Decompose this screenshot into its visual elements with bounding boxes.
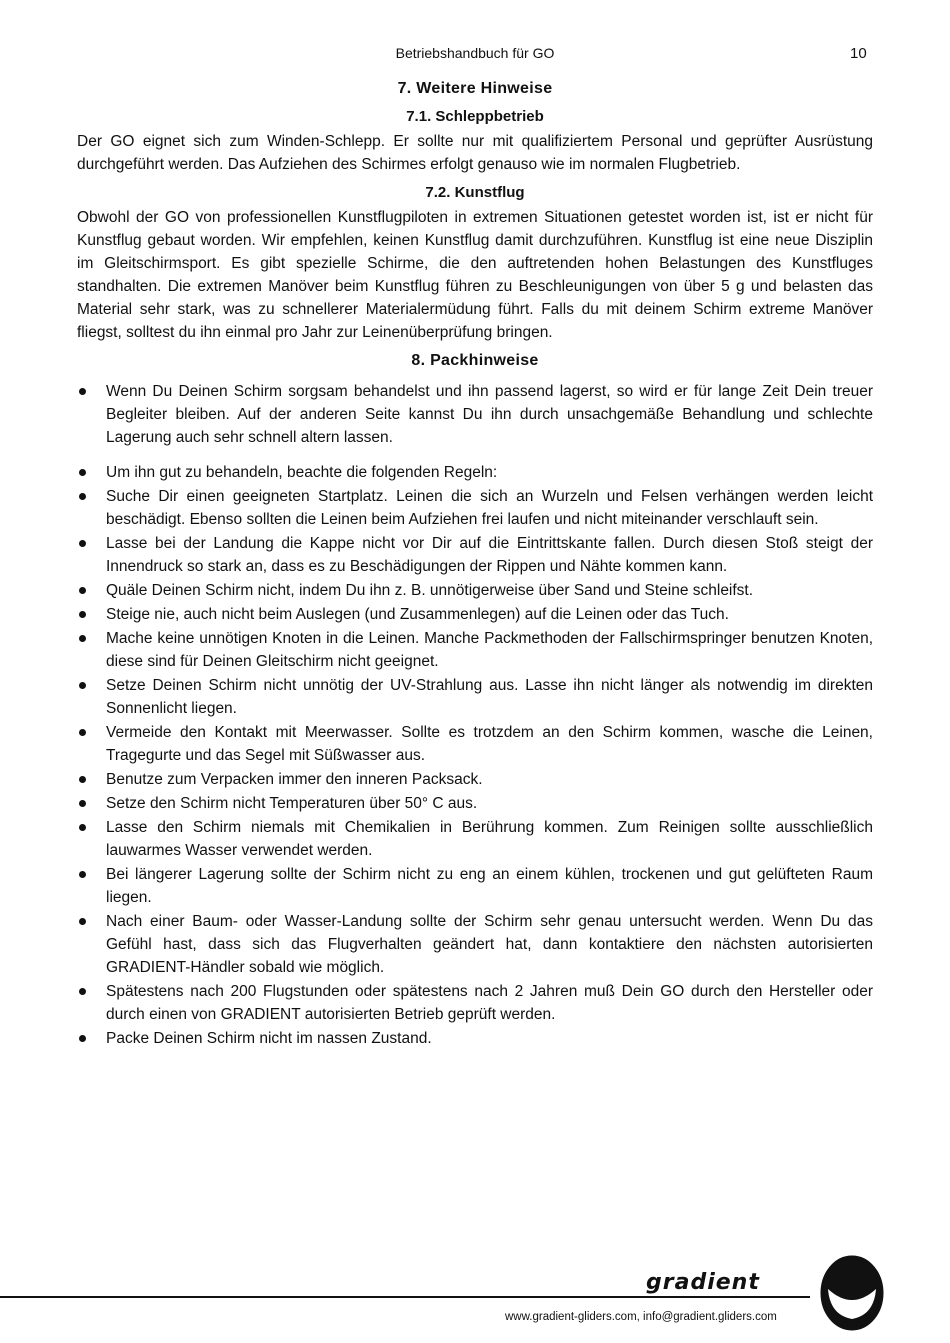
list-item-text: Spätestens nach 200 Flugstunden oder spätestens nach 2 Jahren muß Dein GO durch den Hersteller oder durch einen von GRADIENT autorisierten Betrieb geprüft werden.	[106, 983, 873, 1023]
bullet-icon	[79, 388, 86, 395]
list-item	[77, 816, 873, 862]
list-item-text: Suche Dir einen geeigneten Startplatz. Leinen die sich an Wurzeln und Felsen verhängen werden leicht beschädigt. Ebenso sollten die Leinen beim Aufziehen frei laufen und nicht miteinander verschlauft sein.	[106, 488, 873, 528]
running-header: Betriebshandbuch für GO	[395, 45, 555, 61]
gradient-logo-wordmark: gradient	[646, 1270, 760, 1295]
bullet-icon	[79, 776, 86, 783]
list-item	[77, 627, 873, 673]
list-item-text: Benutze zum Verpacken immer den inneren Packsack.	[106, 771, 483, 788]
list-item-text: Nach einer Baum- oder Wasser-Landung sollte der Schirm sehr genau untersucht werden. Wenn Du das Gefühl hast, dass sich das Flugverhalten geändert hat, dann kontaktiere den nächsten autorisierten GRADIENT-Händler sobald wie möglich.	[106, 913, 873, 976]
section-7-1-heading: 7.1. Schleppbetrieb	[406, 108, 544, 125]
packing-rules-list	[77, 380, 873, 1050]
list-item-text: Vermeide den Kontakt mit Meerwasser. Sollte es trotzdem an den Schirm kommen, wasche die Leinen, Tragegurte und das Segel mit Süßwasser aus.	[106, 724, 873, 764]
list-item	[77, 485, 873, 531]
list-item-text: Mache keine unnötigen Knoten in die Leinen. Manche Packmethoden der Fallschirmspringer benutzen Knoten, diese sind für Deinen Gleitschirm nicht geeignet.	[106, 630, 873, 670]
list-item	[77, 863, 873, 909]
list-item-text: Steige nie, auch nicht beim Auslegen (und Zusammenlegen) auf die Leinen oder das Tuch.	[106, 606, 729, 623]
list-item	[77, 532, 873, 578]
list-item-text: Quäle Deinen Schirm nicht, indem Du ihn z. B. unnötigerweise über Sand und Steine schleifst.	[106, 582, 754, 599]
bullet-icon	[79, 871, 86, 878]
footer-contact: www.gradient-gliders.com, info@gradient.gliders.com	[505, 1311, 777, 1323]
footer-rule	[0, 1296, 810, 1298]
bullet-icon	[79, 824, 86, 831]
section-7-1-paragraph: Der GO eignet sich zum Winden-Schlepp. Er sollte nur mit qualifiziertem Personal und geprüfter Ausrüstung durchgeführt werden. Das Aufziehen des Schirmes erfolgt genauso wie im normalen Flugbetrieb.	[77, 133, 873, 173]
section-7-heading: 7. Weitere Hinweise	[397, 80, 553, 97]
list-item-text: Um ihn gut zu behandeln, beachte die folgenden Regeln:	[106, 464, 498, 481]
bullet-icon	[79, 682, 86, 689]
list-item	[77, 792, 873, 815]
list-item	[77, 579, 873, 602]
list-item-text: Bei längerer Lagerung sollte der Schirm nicht zu eng an einem kühlen, trockenen und gut gelüfteten Raum liegen.	[106, 866, 873, 906]
list-item-text: Setze Deinen Schirm nicht unnötig der UV-Strahlung aus. Lasse ihn nicht länger als notwendig im direkten Sonnenlicht liegen.	[106, 677, 873, 717]
section-7-2-heading: 7.2. Kunstflug	[425, 184, 525, 201]
list-item	[77, 721, 873, 767]
bullet-icon	[79, 988, 86, 995]
list-item-text: Packe Deinen Schirm nicht im nassen Zustand.	[106, 1030, 432, 1047]
gradient-logo-icon	[818, 1253, 886, 1333]
list-item	[77, 380, 873, 449]
page-number: 10	[850, 45, 867, 62]
bullet-icon	[79, 918, 86, 925]
section-8-heading: 8. Packhinweise	[411, 352, 539, 369]
list-item-text: Lasse bei der Landung die Kappe nicht vor Dir auf die Eintrittskante fallen. Durch diesen Stoß steigt der Innendruck so stark an, dass es zu Beschädigungen der Rippen und Nähte kommen kann.	[106, 535, 873, 575]
bullet-icon	[79, 635, 86, 642]
page-content	[77, 78, 873, 1051]
bullet-icon	[79, 611, 86, 618]
section-7-2-paragraph: Obwohl der GO von professionellen Kunstflugpiloten in extremen Situationen getestet worden ist, ist er nicht für Kunstflug gebaut worden. Wir empfehlen, keinen Kunstflug damit durchzuführen. Kunstflug ist eine neue Disziplin im Gleitschirmsport. Es gibt spezielle Schirme, die den auftretenden hohen Belastungen des Kunstfluges standhalten. Die extremen Manöver beim Kunstflug führen zu Beschleunigungen von über 5 g und belasten das Material sehr stark, was zu schnellerer Materialermüdung führt. Falls du mit deinem Schirm extreme Manöver fliegst, solltest du ihn einmal pro Jahr zur Leinenüberprüfung bringen.	[77, 209, 873, 341]
list-item-text: Lasse den Schirm niemals mit Chemikalien in Berührung kommen. Zum Reinigen sollte ausschließlich lauwarmes Wasser verwendet werden.	[106, 819, 873, 859]
bullet-icon	[79, 540, 86, 547]
list-item	[77, 910, 873, 979]
bullet-icon	[79, 800, 86, 807]
list-item-text: Wenn Du Deinen Schirm sorgsam behandelst und ihn passend lagerst, so wird er für lange Zeit Dein treuer Begleiter bleiben. Auf der anderen Seite kannst Du ihn durch unsachgemäße Behandlung und schlechte Lagerung auch sehr schnell altern lassen.	[106, 383, 873, 446]
list-item	[77, 461, 873, 484]
bullet-icon	[79, 729, 86, 736]
list-item	[77, 768, 873, 791]
list-item-text: Setze den Schirm nicht Temperaturen über 50° C aus.	[106, 795, 478, 812]
bullet-icon	[79, 587, 86, 594]
list-item	[77, 603, 873, 626]
bullet-icon	[79, 469, 86, 476]
list-item	[77, 980, 873, 1026]
list-item	[77, 674, 873, 720]
bullet-icon	[79, 1035, 86, 1042]
list-item	[77, 1027, 873, 1050]
bullet-icon	[79, 493, 86, 500]
